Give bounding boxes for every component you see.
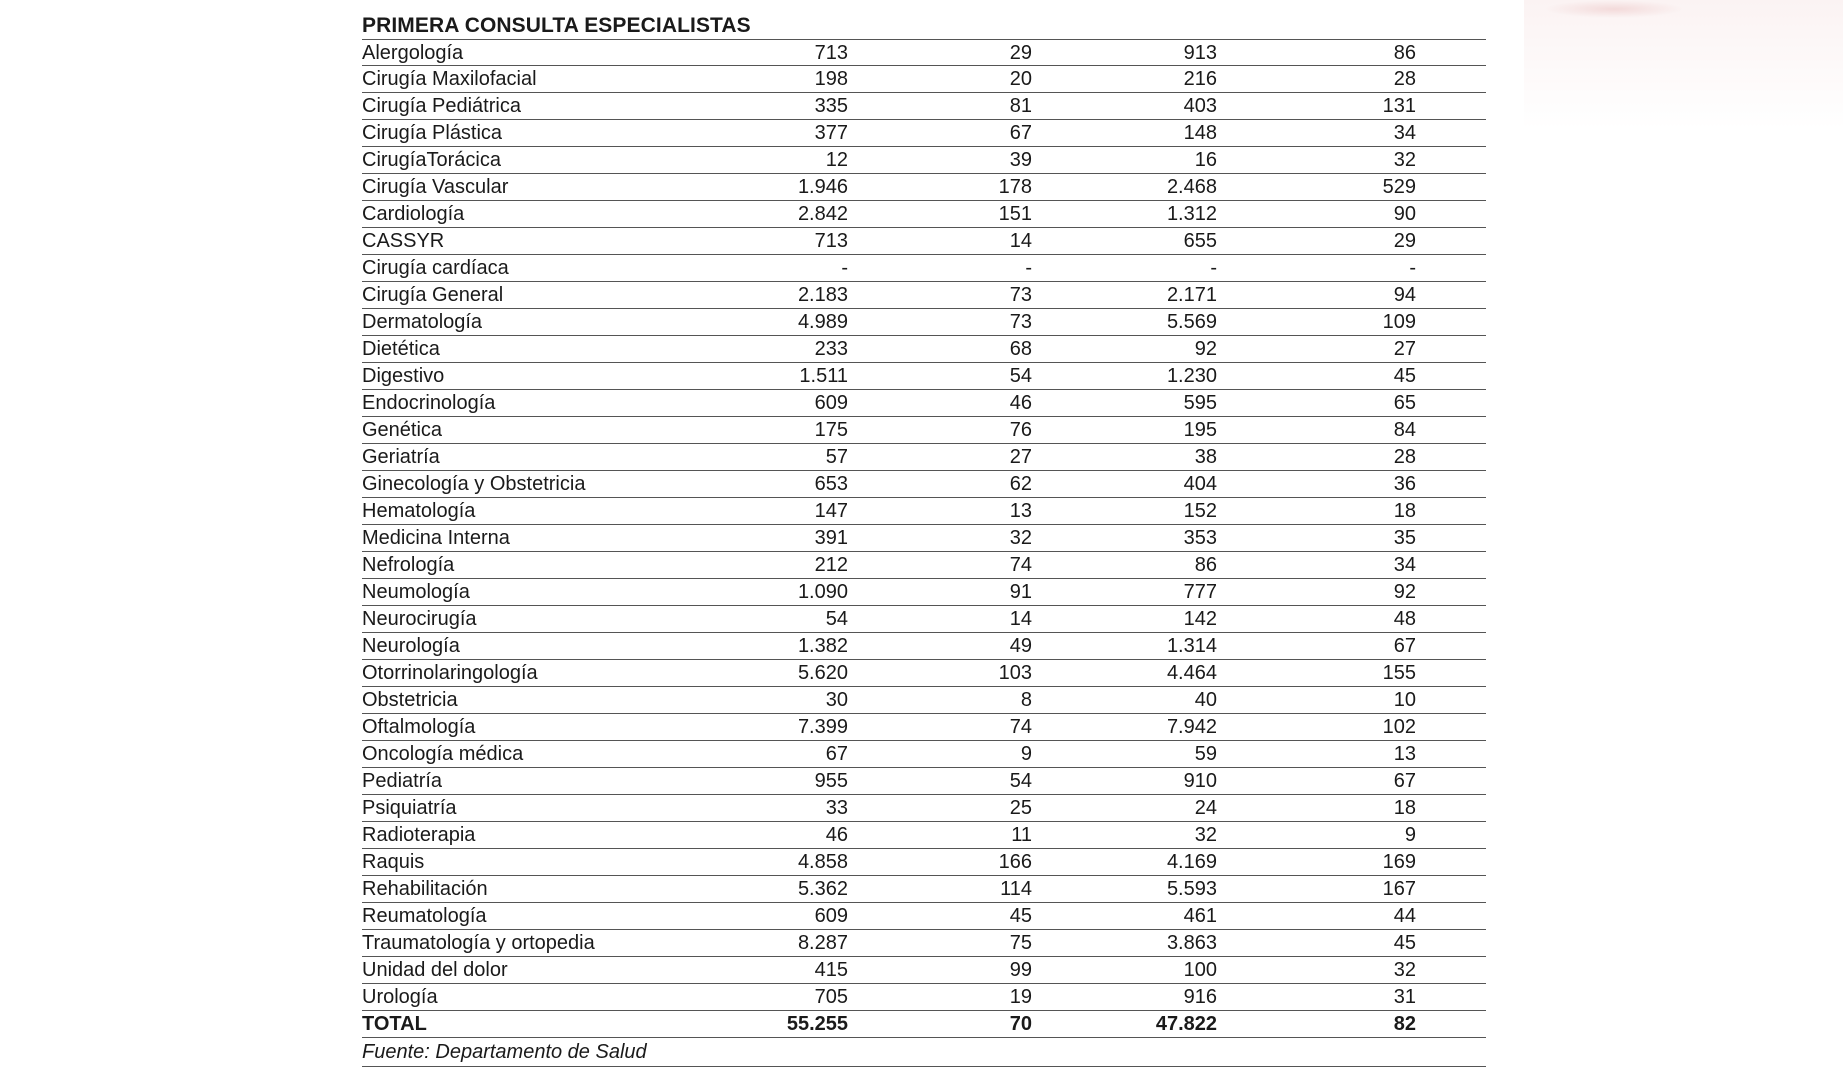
value-col-2: 54 — [1009, 365, 1032, 387]
value-col-2: 45 — [1009, 905, 1032, 927]
specialty-name: Neumología — [362, 581, 470, 603]
specialty-name: Obstetricia — [362, 689, 458, 711]
value-col-1: 609 — [814, 392, 848, 414]
value-col-3: 5.593 — [1166, 878, 1217, 900]
table-row — [362, 228, 1486, 255]
value-col-2: 74 — [1009, 716, 1032, 738]
value-col-1: 5.620 — [797, 662, 848, 684]
table-row — [362, 984, 1486, 1011]
value-col-1: 7.399 — [797, 716, 848, 738]
value-col-3: 1.230 — [1166, 365, 1217, 387]
value-col-2: 67 — [1009, 122, 1032, 144]
value-col-1: 4.858 — [797, 851, 848, 873]
specialty-name: Endocrinología — [362, 392, 496, 414]
specialty-name: Dermatología — [362, 311, 483, 333]
value-col-2: 75 — [1009, 932, 1032, 954]
table-row — [362, 930, 1486, 957]
value-col-4: 67 — [1393, 770, 1416, 792]
value-col-1: 653 — [814, 473, 848, 495]
table-row — [362, 471, 1486, 498]
value-col-3: 777 — [1183, 581, 1217, 603]
specialty-name: Reumatología — [362, 905, 487, 927]
value-col-4: 28 — [1393, 68, 1416, 90]
value-col-1: 67 — [825, 743, 848, 765]
specialty-name: Dietética — [362, 338, 440, 360]
specialty-name: Unidad del dolor — [362, 959, 508, 981]
value-col-2: 73 — [1009, 311, 1032, 333]
value-col-1: 54 — [825, 608, 848, 630]
value-col-3: 100 — [1183, 959, 1217, 981]
value-col-2: 13 — [1009, 500, 1032, 522]
value-col-4: 29 — [1393, 230, 1416, 252]
specialty-name: Geriatría — [362, 446, 440, 468]
value-col-4: 94 — [1393, 284, 1416, 306]
value-col-1: 377 — [814, 122, 848, 144]
value-col-1: 1.946 — [797, 176, 848, 198]
value-col-4: 44 — [1393, 905, 1416, 927]
table-row — [362, 444, 1486, 471]
value-col-1: 609 — [814, 905, 848, 927]
value-col-1: 1.382 — [797, 635, 848, 657]
value-col-4: 84 — [1393, 419, 1416, 441]
value-col-2: 91 — [1009, 581, 1032, 603]
value-col-3: 24 — [1194, 797, 1217, 819]
value-col-3: 86 — [1194, 554, 1217, 576]
value-col-3: 910 — [1183, 770, 1217, 792]
table-row — [362, 552, 1486, 579]
value-col-4: 18 — [1393, 797, 1416, 819]
value-col-4: 131 — [1382, 95, 1416, 117]
specialty-name: Oftalmología — [362, 716, 476, 738]
value-col-1: 198 — [814, 68, 848, 90]
value-col-2: 46 — [1009, 392, 1032, 414]
value-col-3: 59 — [1194, 743, 1217, 765]
table-row — [362, 660, 1486, 687]
table-row — [362, 201, 1486, 228]
specialty-name: Alergología — [362, 42, 464, 64]
specialty-name: Hematología — [362, 500, 476, 522]
value-col-4: - — [1409, 257, 1416, 279]
specialty-name: Otorrinolaringología — [362, 662, 538, 684]
value-col-2: 114 — [1000, 878, 1032, 900]
value-col-3: 1.314 — [1166, 635, 1217, 657]
value-col-1: 1.090 — [797, 581, 848, 603]
value-col-4: 529 — [1382, 176, 1416, 198]
value-col-1: 5.362 — [797, 878, 848, 900]
value-col-4: 34 — [1393, 122, 1416, 144]
total-label: TOTAL — [362, 1013, 427, 1035]
specialty-name: Traumatología y ortopedia — [362, 932, 595, 954]
specialty-name: Psiquiatría — [362, 797, 457, 819]
specialty-name: Radioterapia — [362, 824, 476, 846]
specialty-name: Digestivo — [362, 365, 445, 387]
value-col-2: 9 — [1020, 743, 1032, 765]
table-row — [362, 66, 1486, 93]
specialty-name: Cirugía Maxilofacial — [362, 68, 537, 90]
value-col-1: 955 — [814, 770, 848, 792]
total-row — [362, 1011, 1486, 1038]
value-col-1: 8.287 — [797, 932, 848, 954]
table-row — [362, 390, 1486, 417]
value-col-1: 2.183 — [797, 284, 848, 306]
specialist-consult-table — [362, 12, 1486, 1067]
value-col-3: 5.569 — [1166, 311, 1217, 333]
specialty-name: Cardiología — [362, 203, 465, 225]
value-col-3: 403 — [1183, 95, 1217, 117]
value-col-1: 147 — [814, 500, 848, 522]
specialty-name: Urología — [362, 986, 438, 1008]
table-row — [362, 957, 1486, 984]
value-col-3: - — [1210, 257, 1217, 279]
value-col-2: 54 — [1009, 770, 1032, 792]
value-col-2: 19 — [1009, 986, 1032, 1008]
value-col-1: 1.511 — [799, 365, 848, 387]
table-row — [362, 525, 1486, 552]
table-row — [362, 255, 1486, 282]
value-col-1: 4.989 — [797, 311, 848, 333]
value-col-4: 90 — [1393, 203, 1416, 225]
value-col-3: 3.863 — [1166, 932, 1217, 954]
value-col-4: 45 — [1393, 932, 1416, 954]
specialty-name: CASSYR — [362, 230, 445, 252]
table-row — [362, 39, 1486, 66]
value-col-1: 2.842 — [797, 203, 848, 225]
value-col-1: 46 — [825, 824, 848, 846]
value-col-3: 916 — [1183, 986, 1217, 1008]
value-col-3: 148 — [1183, 122, 1217, 144]
table-row — [362, 579, 1486, 606]
value-col-4: 86 — [1393, 42, 1416, 64]
value-col-2: 8 — [1020, 689, 1032, 711]
table-row — [362, 174, 1486, 201]
specialty-name: Neurocirugía — [362, 608, 477, 630]
value-col-1: 212 — [814, 554, 848, 576]
value-col-4: 102 — [1382, 716, 1416, 738]
value-col-3: 353 — [1183, 527, 1217, 549]
value-col-3: 4.464 — [1166, 662, 1217, 684]
value-col-3: 655 — [1183, 230, 1217, 252]
table-row — [362, 876, 1486, 903]
value-col-4: 169 — [1382, 851, 1416, 873]
value-col-1: 335 — [814, 95, 848, 117]
specialty-name: Rehabilitación — [362, 878, 488, 900]
table-row — [362, 336, 1486, 363]
value-col-3: 40 — [1194, 689, 1217, 711]
value-col-3: 7.942 — [1166, 716, 1217, 738]
page-edge-margin — [1524, 0, 1843, 1080]
specialty-name: Cirugía Plástica — [362, 122, 503, 144]
value-col-3: 92 — [1194, 338, 1217, 360]
value-col-4: 67 — [1393, 635, 1416, 657]
value-col-1: 391 — [814, 527, 848, 549]
table-row — [362, 498, 1486, 525]
specialty-name: Medicina Interna — [362, 527, 510, 549]
specialty-name: Cirugía Pediátrica — [362, 95, 521, 117]
table-row — [362, 849, 1486, 876]
value-col-3: 2.171 — [1166, 284, 1217, 306]
value-col-2: 49 — [1009, 635, 1032, 657]
value-col-4: 32 — [1393, 149, 1416, 171]
value-col-4: 31 — [1393, 986, 1416, 1008]
value-col-4: 109 — [1382, 311, 1416, 333]
value-col-2: 81 — [1009, 95, 1032, 117]
table-row — [362, 93, 1486, 120]
value-col-3: 32 — [1194, 824, 1217, 846]
specialty-name: Genética — [362, 419, 443, 441]
value-col-2: 25 — [1009, 797, 1032, 819]
table-row — [362, 282, 1486, 309]
value-col-3: 152 — [1183, 500, 1217, 522]
table-row — [362, 363, 1486, 390]
value-col-3: 595 — [1183, 392, 1217, 414]
value-col-4: 48 — [1393, 608, 1416, 630]
table-row — [362, 309, 1486, 336]
total-value-2: 70 — [1009, 1013, 1032, 1035]
value-col-1: 705 — [814, 986, 848, 1008]
table-row — [362, 714, 1486, 741]
value-col-1: - — [841, 257, 848, 279]
value-col-3: 1.312 — [1166, 203, 1217, 225]
value-col-2: 20 — [1009, 68, 1032, 90]
value-col-1: 57 — [825, 446, 848, 468]
value-col-2: 29 — [1009, 42, 1032, 64]
value-col-1: 713 — [814, 230, 848, 252]
value-col-2: 178 — [998, 176, 1032, 198]
specialty-name: Cirugía cardíaca — [362, 257, 509, 279]
value-col-2: 74 — [1009, 554, 1032, 576]
specialty-name: Cirugía General — [362, 284, 504, 306]
total-value-1: 55.255 — [786, 1013, 848, 1035]
specialty-name: Cirugía Vascular — [362, 176, 509, 198]
table-row — [362, 417, 1486, 444]
total-value-4: 82 — [1393, 1013, 1416, 1035]
value-col-2: 14 — [1009, 608, 1032, 630]
value-col-4: 9 — [1404, 824, 1416, 846]
table-row — [362, 822, 1486, 849]
specialty-name: Nefrología — [362, 554, 455, 576]
value-col-2: 99 — [1009, 959, 1032, 981]
table-row — [362, 633, 1486, 660]
table-row — [362, 147, 1486, 174]
specialty-name: Ginecología y Obstetricia — [362, 473, 586, 495]
value-col-3: 913 — [1183, 42, 1217, 64]
value-col-1: 175 — [814, 419, 848, 441]
table-row — [362, 741, 1486, 768]
value-col-3: 4.169 — [1166, 851, 1217, 873]
table-row — [362, 903, 1486, 930]
value-col-3: 38 — [1194, 446, 1217, 468]
value-col-1: 12 — [825, 149, 848, 171]
total-value-3: 47.822 — [1155, 1013, 1217, 1035]
value-col-3: 461 — [1183, 905, 1217, 927]
value-col-3: 142 — [1183, 608, 1217, 630]
table-row — [362, 687, 1486, 714]
specialty-name: CirugíaTorácica — [362, 149, 501, 171]
value-col-2: 68 — [1009, 338, 1032, 360]
value-col-2: 62 — [1009, 473, 1032, 495]
value-col-1: 713 — [814, 42, 848, 64]
value-col-3: 404 — [1183, 473, 1217, 495]
value-col-1: 415 — [814, 959, 848, 981]
value-col-4: 27 — [1393, 338, 1416, 360]
table-body — [362, 39, 1486, 1011]
value-col-4: 92 — [1393, 581, 1416, 603]
value-col-2: 151 — [998, 203, 1032, 225]
table-title: PRIMERA CONSULTA ESPECIALISTAS — [362, 14, 751, 37]
value-col-4: 10 — [1393, 689, 1416, 711]
value-col-2: 76 — [1009, 419, 1032, 441]
value-col-4: 35 — [1393, 527, 1416, 549]
value-col-3: 2.468 — [1166, 176, 1217, 198]
value-col-4: 32 — [1393, 959, 1416, 981]
decorative-blush — [1544, 0, 1684, 18]
value-col-2: 14 — [1009, 230, 1032, 252]
value-col-4: 28 — [1393, 446, 1416, 468]
specialty-name: Pediatría — [362, 770, 443, 792]
value-col-2: 73 — [1009, 284, 1032, 306]
value-col-2: 11 — [1011, 824, 1032, 846]
value-col-2: - — [1025, 257, 1032, 279]
value-col-4: 18 — [1393, 500, 1416, 522]
value-col-3: 216 — [1183, 68, 1217, 90]
value-col-2: 166 — [998, 851, 1032, 873]
specialty-name: Neurología — [362, 635, 460, 657]
value-col-2: 39 — [1009, 149, 1032, 171]
value-col-4: 36 — [1393, 473, 1416, 495]
value-col-4: 65 — [1393, 392, 1416, 414]
table-row — [362, 795, 1486, 822]
value-col-1: 233 — [814, 338, 848, 360]
source-note: Fuente: Departamento de Salud — [362, 1038, 1486, 1067]
value-col-2: 27 — [1009, 446, 1032, 468]
value-col-4: 167 — [1382, 878, 1416, 900]
specialty-name: Raquis — [362, 851, 425, 873]
value-col-4: 34 — [1393, 554, 1416, 576]
value-col-2: 32 — [1009, 527, 1032, 549]
table-row — [362, 606, 1486, 633]
table-row — [362, 768, 1486, 795]
value-col-4: 155 — [1382, 662, 1416, 684]
specialty-name: Oncología médica — [362, 743, 524, 765]
value-col-3: 16 — [1194, 149, 1217, 171]
table-row — [362, 120, 1486, 147]
value-col-1: 30 — [825, 689, 848, 711]
value-col-1: 33 — [825, 797, 848, 819]
value-col-3: 195 — [1183, 419, 1217, 441]
value-col-2: 103 — [998, 662, 1032, 684]
value-col-4: 13 — [1393, 743, 1416, 765]
value-col-4: 45 — [1393, 365, 1416, 387]
